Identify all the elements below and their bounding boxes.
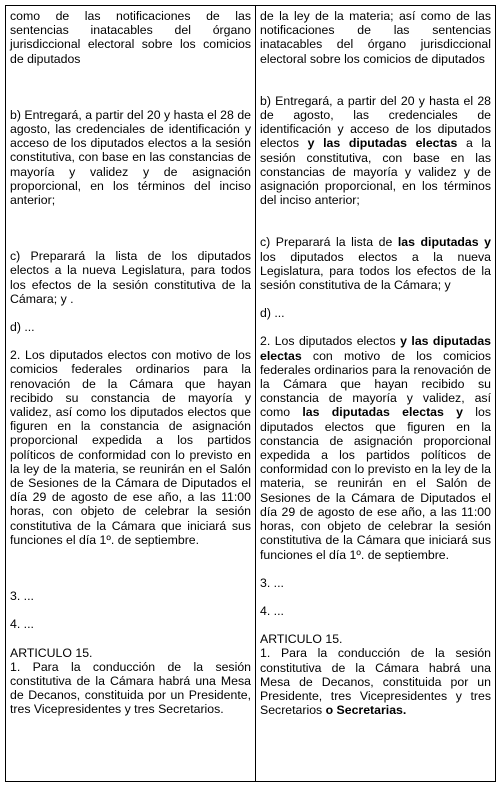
bold-insertion: las diputadas electas y [302, 405, 463, 420]
left-article-title: ARTICULO 15. [10, 645, 93, 660]
right-article-body [260, 646, 491, 717]
left-article-body: 1. Para la conducción de la sesión constitutiva de la Cámara habrá una Mesa de Decanos, constituida por un Presidente, tres Vicepresidentes y tres Secretarios. [10, 659, 251, 717]
comparison-table [5, 5, 496, 782]
left-paragraph-b: b) Entregará, a partir del 20 y hasta el 28 de agosto, las credenciales de identificación y acceso de los diputados electos a la sesión constitutiva, con base en las constancias de mayoría y validez y de asignación proporcional, en los términos del inciso anterior; [10, 107, 251, 208]
right-paragraph-1: de la ley de la materia; así como de las notificaciones de las sentencias inatacables del órgano jurisdiccional electoral sobre los comicios de diputados [260, 9, 491, 66]
left-column-cell [6, 6, 256, 782]
text-run: 1. Para la conducción de la sesión constitutiva de la Cámara habrá una Mesa de Decanos, constituida por un Presidente, tres Vicepresidentes y tres Secretarios [260, 646, 491, 718]
text-run: los diputados electos a la nueva Legislatura, para todos los efectos de la sesión constitutiva de la Cámara; y [260, 249, 491, 293]
right-paragraph-d: d) ... [260, 306, 285, 321]
table-row [6, 6, 496, 782]
text-run: 2. Los diputados electos [260, 334, 401, 349]
right-paragraph-3: 3. ... [260, 575, 284, 590]
left-paragraph-d: d) ... [10, 320, 35, 335]
bold-insertion: y las diputadas electas [307, 136, 458, 151]
text-run: con motivo de los comicios federales ordinarios para la renovación de la Cámara que hayan recibido su constancia de mayoría y validez, así como [260, 348, 491, 420]
right-paragraph-4: 4. ... [260, 603, 284, 618]
right-column-cell [256, 6, 496, 782]
bold-insertion: y las diputadas electas [260, 334, 492, 363]
right-paragraph-b [260, 94, 491, 208]
left-paragraph-2: 2. Los diputados electos con motivo de los comicios federales ordinarios para la renovación de la Cámara que hayan recibido su constancia de mayoría y validez, así como los diputados electos que figuren en la constancia de asignación proporcional expedida a los partidos políticos de conformidad con lo previsto en la ley de la materia, se reunirán en el Salón de Sesiones de la Cámara de Diputados el día 29 de agosto de ese año, a las 11:00 horas, con objeto de celebrar la sesión constitutiva de la Cámara que iniciará sus funciones el día 1º. de septiembre. [10, 348, 251, 547]
left-paragraph-c: c) Preparará la lista de los diputados electos a la nueva Legislatura, para todos los efectos de la sesión constitutiva de la Cámara; y . [10, 249, 251, 306]
text-run: b) Entregará, a partir del 20 y hasta el 28 de agosto, las credenciales de identificación y acceso de los diputados electos [260, 93, 491, 151]
right-paragraph-2 [260, 334, 491, 561]
bold-insertion: las diputadas y [397, 235, 492, 250]
right-article-title: ARTICULO 15. [260, 632, 343, 647]
text-run: a la sesión constitutiva, con base en las constancias de mayoría y validez y de asignación proporcional, en los términos del inciso anterior; [260, 136, 492, 208]
left-paragraph-1: como de las notificaciones de las sentencias inatacables del órgano jurisdiccional electoral sobre los comicios de diputados [10, 9, 251, 66]
left-paragraph-3: 3. ... [10, 589, 34, 604]
text-run: los diputados electos que figuren en la constancia de asignación proporcional expedida a los partidos políticos de conformidad con lo previsto en la ley de la materia, se reunirán en el Salón de Sesiones de la Cámara de Diputados el día 29 de agosto de ese año, a las 11:00 horas, con objeto de celebrar la sesión constitutiva de la Cámara que iniciará sus funciones el día 1º. de septiembre. [260, 405, 491, 562]
left-paragraph-4: 4. ... [10, 617, 34, 632]
bold-insertion: o Secretarias. [325, 703, 407, 718]
text-run: c) Preparará la lista de [260, 235, 398, 250]
right-paragraph-c [260, 235, 491, 292]
